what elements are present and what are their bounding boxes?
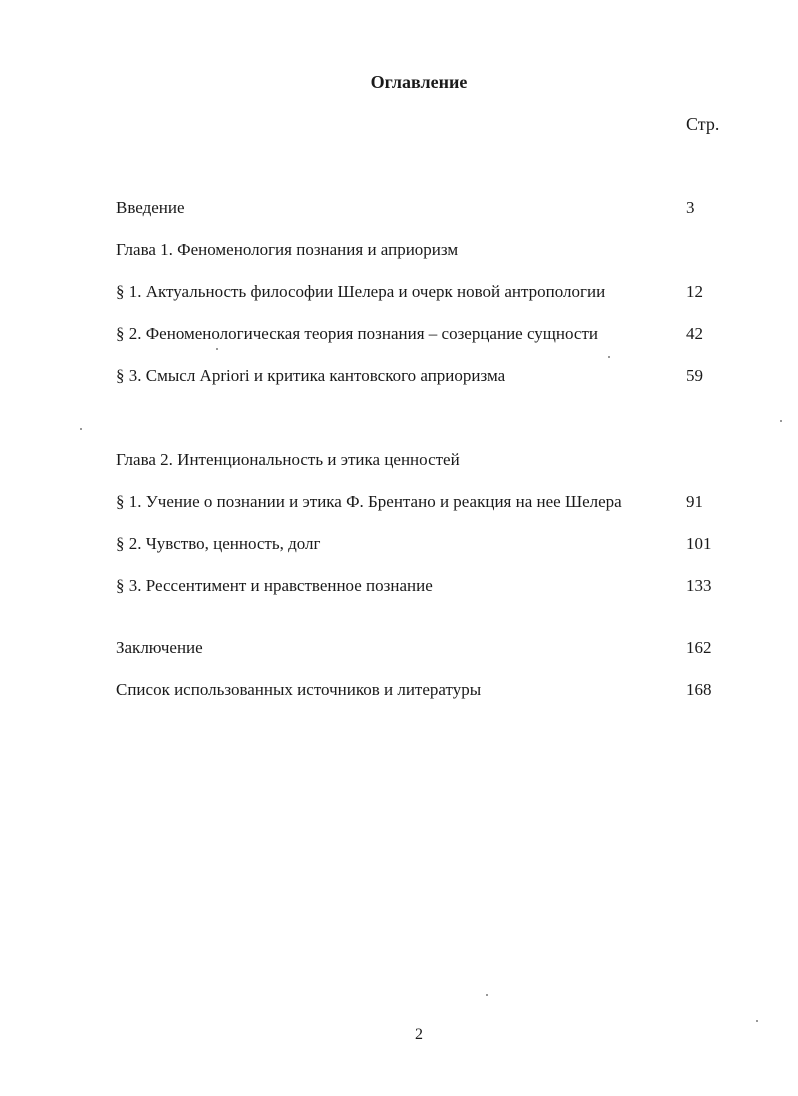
toc-chapter-1 (116, 238, 726, 262)
toc-chapter-2 (116, 448, 726, 472)
toc-entry-ch2-s3 (116, 574, 726, 598)
toc-entry-page: 133 (686, 576, 712, 595)
toc-entry-page: 162 (686, 638, 712, 657)
toc-entry-page: 91 (686, 492, 703, 511)
toc-entry-label: § 3. Смысл Apriori и критика кантовского априоризма (116, 366, 506, 385)
toc-entry-page: 42 (686, 324, 703, 343)
toc-entry-label: § 1. Учение о познании и этика Ф. Брентано и реакция на нее Шелера (116, 492, 622, 511)
toc-entry-label: § 1. Актуальность философии Шелера и очерк новой антропологии (116, 282, 606, 301)
toc-entry-ch1-s2 (116, 322, 726, 346)
scan-speck (756, 1020, 758, 1022)
toc-entry-ch1-s1 (116, 280, 726, 304)
toc-entry-label: Глава 2. Интенциональность и этика ценностей (116, 450, 460, 469)
toc-entry-introduction (116, 196, 726, 220)
toc-entry-label: § 2. Феноменологическая теория познания – созерцание сущности (116, 324, 598, 343)
toc-entry-page: 3 (686, 198, 695, 217)
scan-speck (608, 356, 610, 358)
toc-entry-label: § 3. Рессентимент и нравственное познание (116, 576, 433, 595)
scan-speck (216, 348, 218, 350)
scan-speck (780, 420, 782, 422)
toc-entry-page: 59 (686, 366, 703, 385)
toc-entry-label: Заключение (116, 638, 203, 657)
toc-entry-label: § 2. Чувство, ценность, долг (116, 534, 321, 553)
toc-entry-page: 101 (686, 534, 712, 553)
toc-entry-ch2-s1 (116, 490, 726, 514)
toc-entry-page: 12 (686, 282, 703, 301)
scan-speck (80, 428, 82, 430)
page-column-label: Стр. (686, 114, 720, 134)
toc-entry-ch1-s3 (116, 364, 726, 388)
toc-title: Оглавление (370, 72, 468, 92)
toc-entry-ch2-s2 (116, 532, 726, 556)
page-number: 2 (415, 1026, 423, 1043)
scan-speck (486, 994, 488, 996)
toc-entry-label: Глава 1. Феноменология познания и априоризм (116, 240, 459, 259)
toc-entry-label: Введение (116, 198, 185, 217)
toc-entry-label: Список использованных источников и литературы (116, 680, 482, 699)
toc-entry-conclusion (116, 636, 726, 660)
toc-entry-bibliography (116, 678, 726, 702)
toc-entry-page: 168 (686, 680, 712, 699)
